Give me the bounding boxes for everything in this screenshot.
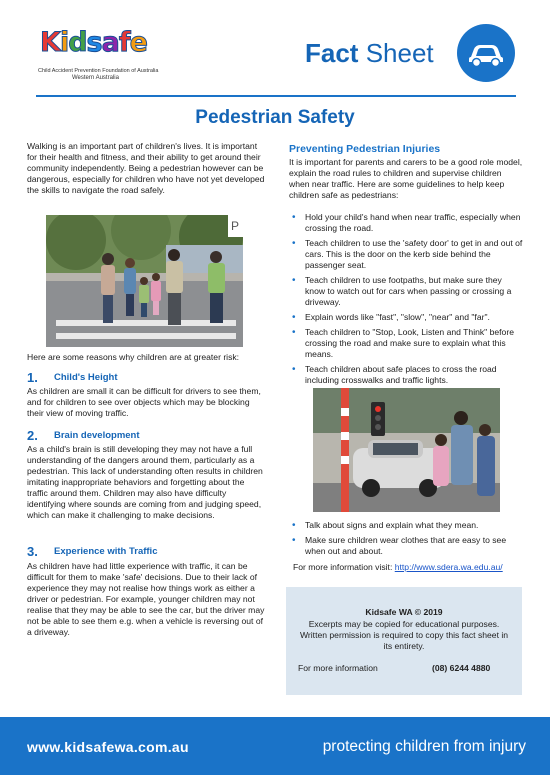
fact-sheet-title (305, 38, 434, 69)
guidelines-list (289, 212, 524, 390)
section-3-heading: Experience with Traffic (54, 546, 158, 557)
extra-guidelines-list (289, 520, 524, 561)
traffic-light-photo (313, 388, 500, 512)
section-3-body: As children have had little experience with traffic, it can be difficult for them to make 'safe' decisions. Due to their lack of experience they may not realise how things work as either a driver or pedestrian. For example, younger children may not realise that they may be able to see the car, but the driver may not be able to see them e.g. when a vehicle is reversing out of a driveway. (27, 561, 265, 637)
section-1-heading: Child's Height (54, 372, 118, 383)
section-3-number: 3. (27, 544, 38, 559)
footer-bar (0, 717, 550, 775)
copyright-body: Excerpts may be copied for educational purposes. Written permission is required to copy this fact sheet in its entirety. (299, 619, 509, 651)
family-crossing-photo (46, 215, 243, 347)
section-1-number: 1. (27, 370, 38, 385)
logo-wordmark-colored: Kidsafe (40, 27, 147, 58)
preventing-intro: It is important for parents and carers to be a good role model, explain the road rules to children and supervise children when near traffic. Here are some guidelines to help keep children safe as pedestrians: (289, 157, 523, 200)
guideline-item: • Make sure children wear clothes that are easy to see when out and about. (289, 535, 524, 557)
sdera-link[interactable]: http://www.sdera.wa.edu.au/ (394, 562, 503, 572)
contact-label: For more information (298, 663, 378, 673)
section-1-body: As children are small it can be difficult for drivers to see them, and for children to see over objects which may be blocking their view of moving traffic. (27, 386, 261, 418)
car-icon (457, 24, 515, 82)
copyright-box (286, 587, 522, 695)
contact-phone: (08) 6244 4880 (432, 663, 491, 673)
footer-tagline: protecting children from injury (322, 738, 526, 755)
preventing-injuries-heading: Preventing Pedestrian Injuries (289, 143, 441, 155)
intro-paragraph: Walking is an important part of children's lives. It is important for their health and fitness, and their ability to get around their community independently. Being a pedestrian however can be dangerous, especially for children who have not yet developed the skills to navigate the road safely. (27, 141, 265, 195)
page-title: Pedestrian Safety (195, 107, 355, 128)
logo-state: Western Australia (72, 75, 119, 81)
guideline-item: • Teach children to use footpaths, but make sure they know to watch out for cars when passing or crossing a driveway. (289, 275, 524, 308)
guideline-item: • Teach children about safe places to cross the road including crosswalks and traffic lights. (289, 364, 524, 386)
reasons-intro: Here are some reasons why children are at greater risk: (27, 352, 240, 362)
footer-website[interactable]: www.kidsafewa.com.au (27, 739, 189, 755)
guideline-item: • Hold your child's hand when near traffic, especially when crossing the road. (289, 212, 524, 234)
kidsafe-logo (38, 25, 188, 85)
more-info-line (293, 562, 503, 572)
guideline-item: • Explain words like "fast", "slow", "near" and "far". (289, 312, 524, 323)
fact-sheet-bold: Fact (305, 38, 359, 68)
logo-tagline: Child Accident Prevention Foundation of Australia (38, 68, 159, 74)
section-2-heading: Brain development (54, 430, 140, 441)
section-2-number: 2. (27, 428, 38, 443)
fact-sheet-rest: Sheet (358, 38, 434, 68)
guideline-item: • Talk about signs and explain what they mean. (289, 520, 524, 531)
guideline-item: • Teach children to "Stop, Look, Listen and Think" before crossing the road and make sure to explain what this means. (289, 327, 524, 360)
copyright-title: Kidsafe WA © 2019 (365, 607, 443, 617)
header-divider (36, 95, 516, 97)
guideline-item: • Teach children to use the 'safety door' to get in and out of cars. This is the door on the kerb side behind the passenger seat. (289, 238, 524, 271)
section-2-body: As a child's brain is still developing they may not have a full understanding of the dangers around them, particularly as a pedestrian. This lack of understanding often results in children imitating inappropriate behaviors and forgetting about the traffic around them. Children may also have difficulty identifying where sounds are coming from and judging speed, which can make it challenging to make decisions. (27, 444, 263, 520)
more-info-label: For more information visit: (293, 562, 395, 572)
svg-text:P: P (231, 219, 240, 233)
